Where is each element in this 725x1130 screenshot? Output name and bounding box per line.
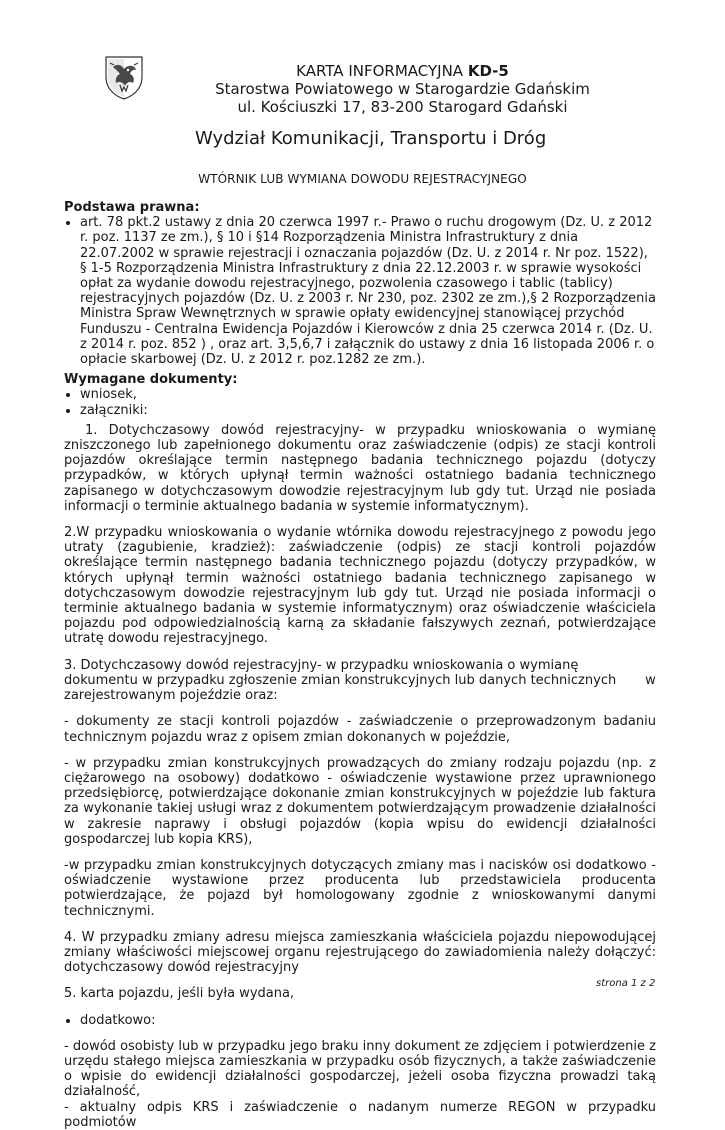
paragraph-3a: - dokumenty ze stacji kontroli pojazdów - zaświadczenie o przeprowadzonym badaniu technicznym pojazdu wraz z opisem zmian dokonanych w pojeździe, [64, 714, 656, 745]
page-number: strona 1 z 2 [596, 978, 656, 989]
legal-basis-list [64, 215, 656, 367]
list-item: • wniosek, [80, 387, 656, 402]
legal-basis-item: • art. 78 pkt.2 ustawy z dnia 20 czerwca 1997 r.- Prawo o ruchu drogowym (Dz. U. z 2012 r. poz. 1137 ze zm.), § 10 i §14 Rozporządzenia Ministra Infrastruktury z dnia 22.07.2002 w sprawie rejestracji i oznaczania pojazdów (Dz. U. z 2014 r. Nr poz. 1522), § 1-5 Rozporządzenia Ministra Infrastruktury z dnia 22.12.2003 r. w sprawie wysokości opłat za wydanie dowodu rejestracyjnego, pozwolenia czasowego i tablic (tablicy) rejestracyjnych pojazdów (Dz. U. z 2003 r. Nr 230, poz. 2302 ze zm.),§ 2 Rozporządzenia Ministra Spraw Wewnętrznych w sprawie opłaty ewidencyjnej stanowiącej przychód Funduszu - Centralna Ewidencja Pojazdów i Kierowców z dnia 25 czerwca 2014 r. (Dz. U. z 2014 r. poz. 852 ) , oraz art. 3,5,6,7 i załącznik do ustawy z dnia 16 listopada 2006 r. o opłacie skarbowej (Dz. U. z 2012 r. poz.1282 ze zm.). [80, 215, 656, 367]
document-body [64, 200, 656, 1130]
department-name: Wydział Komunikacji, Transportu i Dróg [195, 128, 547, 149]
card-code: KD-5 [467, 62, 509, 80]
paragraph-3: 3. Dotychczasowy dowód rejestracyjny- w przypadku wnioskowania o wymianę dokumentu w przypadku zgłoszenie zmian konstrukcyjnych lub danych technicznych w zarejestrowanym pojeździe oraz: [64, 657, 656, 704]
document-header [160, 62, 645, 116]
paragraph-3b: - w przypadku zmian konstrukcyjnych prowadzących do zmiany rodzaju pojazdu (np. z ciężarowego na osobowy) dodatkowo - oświadczenie wystawione przez uprawnionego przedsiębiorcę, potwierdzające dokonanie zmian konstrukcyjnych w pojeździe lub faktura za wykonanie takiej usługi wraz z dokumentem potwierdzającym prowadzenie działalności w zakresie naprawy i obsługi pojazdów (kopia wpisu do ewidencji działalności gospodarczej lub kopia KRS), [64, 755, 656, 847]
required-docs-list [64, 387, 656, 417]
office-address: ul. Kościuszki 17, 83-200 Starogard Gdański [237, 98, 568, 116]
paragraph-5: 5. karta pojazdu, jeśli była wydana, [64, 986, 295, 1002]
paragraph-4: 4. W przypadku zmiany adresu miejsca zamieszkania właściciela pojazdu niepowodującej zmiany właściwości miejscowej organu rejestrującego do zawiadomienia należy dołączyć: dotychczasowy dowód rejestracyjny [64, 929, 656, 976]
paragraph-3c: -w przypadku zmian konstrukcyjnych dotyczących zmiany mas i nacisków osi dodatkowo - oświadczenie wystawione przez producenta lub przedstawiciela producenta potwierdzające, że pojazd był homologowany zgodnie z wnioskowanymi danymi technicznymi. [64, 857, 656, 919]
required-docs-heading: Wymagane dokumenty: [64, 372, 238, 388]
paragraph-6a: - dowód osobisty lub w przypadku jego braku inny dokument ze zdjęciem i potwierdzenie z urzędu stałego miejsca zamieszkania w przypadku osób fizycznych, a także zaświadczenie o wpisie do ewidencji działalności gospodarczej, jeżeli osoba fizyczna prowadzi taką działalność, [64, 1038, 656, 1100]
legal-basis-heading: Podstawa prawna: [64, 200, 200, 215]
extra-list [64, 1013, 656, 1028]
paragraph-2: 2.W przypadku wnioskowania o wydanie wtórnika dowodu rejestracyjnego z powodu jego utraty (zagubienie, kradzież): zaświadczenie (odpis) ze stacji kontroli pojazdów określające termin następnego badania technicznego pojazdu (dotyczy przypadków, w których upłynął termin ważności ostatniego badania technicznego zapisanego w dotychczasowym dowodzie rejestracyjnym lub gdy tut. Urząd nie posiada informacji o terminie aktualnego badania w systemie informatycznym) oraz oświadczenie właściciela pojazdu pod odpowiedzialnością karną za składanie fałszywych zeznań, potwierdzające utratę dowodu rejestracyjnego. [64, 525, 656, 647]
card-title: KARTA INFORMACYJNA KD-5 [296, 62, 509, 80]
list-item: • dodatkowo: [80, 1013, 656, 1028]
document-title: WTÓRNIK LUB WYMIANA DOWODU REJESTRACYJNEGO [198, 172, 527, 186]
paragraph-6b: - aktualny odpis KRS i zaświadczenie o nadanym numerze REGON w przypadku podmiotów [64, 1099, 656, 1130]
coat-of-arms-logo [100, 53, 148, 101]
office-name: Starostwa Powiatowego w Starogardzie Gdańskim [215, 80, 590, 98]
list-item: • załączniki: [80, 403, 656, 418]
paragraph-1: 1. Dotychczasowy dowód rejestracyjny- w przypadku wnioskowania o wymianę zniszczonego lub zapełnionego dokumentu oraz zaświadczenie (odpis) ze stacji kontroli pojazdów określające termin następnego badania technicznego pojazdu (dotyczy przypadków, w których upłynął termin ważności ostatniego badania technicznego zapisanego w dotychczasowym dowodzie rejestracyjnym lub gdy tut. Urząd nie posiada informacji o terminie aktualnego badania w systemie informatycznym). [64, 422, 656, 514]
